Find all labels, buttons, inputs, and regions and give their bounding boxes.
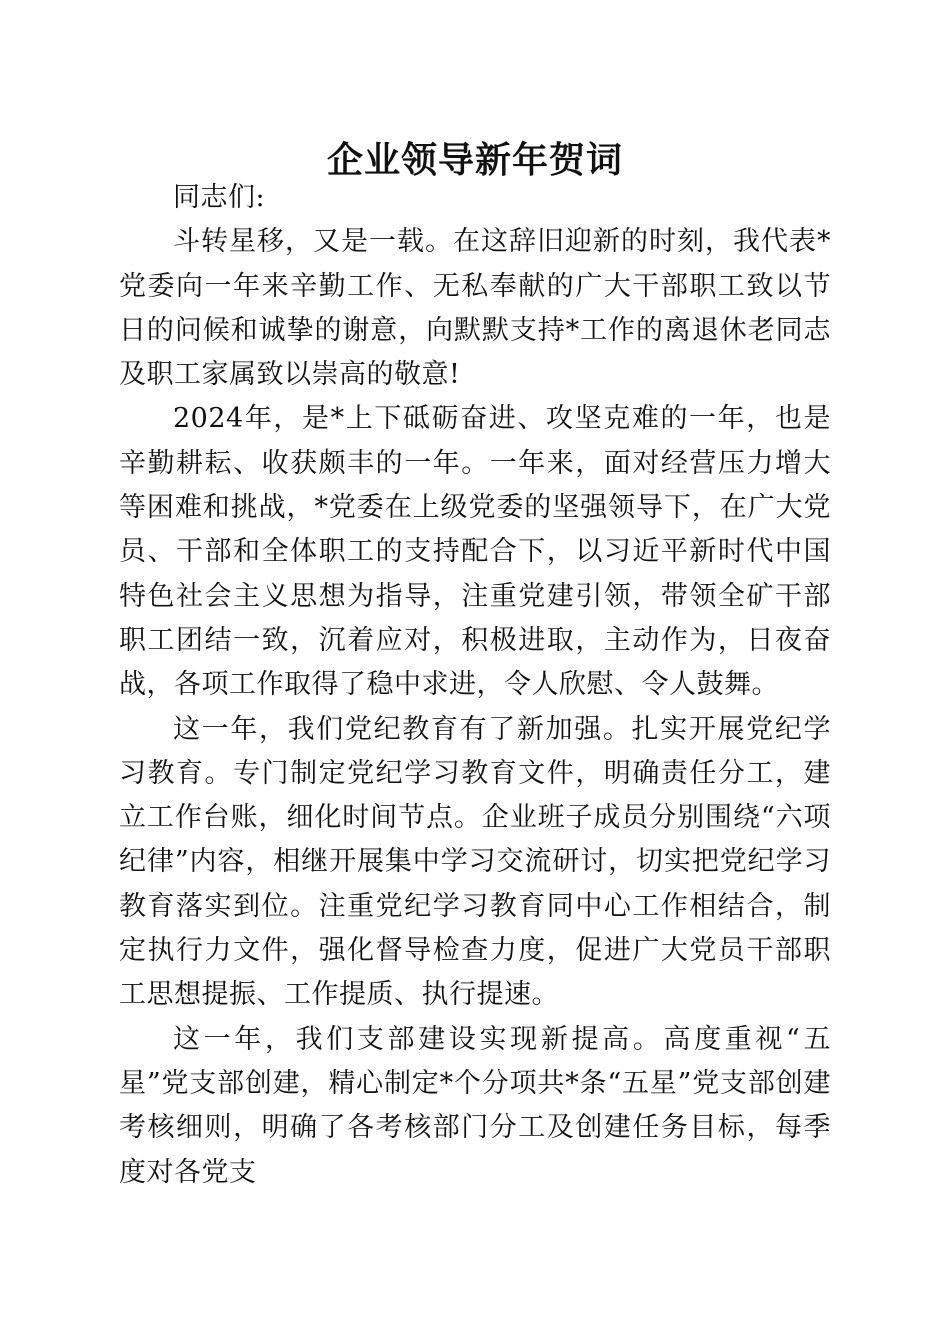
paragraph-year-review: 2024年，是*上下砥砺奋进、攻坚克难的一年，也是辛勤耕耘、收获颇丰的一年。一年来，面对经营压力增大等困难和挑战，*党委在上级党委的坚强领导下，在广大党员、干部和全体职工的支持配合下，以习近平新时代中国特色社会主义思想为指导，注重党建引领，带领全矿干部职工团结一致，沉着应对，积极进取，主动作为，日夜奋战，各项工作取得了稳中求进，令人欣慰、令人鼓舞。 [119,403,831,701]
document-title: 企业领导新年贺词 [326,139,623,181]
paragraph-greeting: 斗转星移，又是一载。在这辞旧迎新的时刻，我代表*党委向一年来辛勤工作、无私奉献的广大干部职工致以节日的问候和诚挚的谢意，向默默支持*工作的离退休老同志及职工家属致以崇高的敬意! [119,226,831,391]
paragraph-discipline-education: 这一年，我们党纪教育有了新加强。扎实开展党纪学习教育。专门制定党纪学习教育文件，明确责任分工，建立工作台账，细化时间节点。企业班子成员分别围绕“六项纪律”内容，相继开展集中学习交流研讨，切实把党纪学习教育落实到位。注重党纪学习教育同中心工作相结合，制定执行力文件，强化督导检查力度，促进广大党员干部职工思想提振、工作提质、执行提速。 [119,713,831,1011]
paragraph-branch-construction: 这一年，我们支部建设实现新提高。高度重视“五星”党支部创建，精心制定*个分项共*条“五星”党支部创建考核细则，明确了各考核部门分工及创建任务目标，每季度对各党支 [119,1023,831,1188]
salutation: 同志们: [173,182,266,213]
document-body [119,176,831,1195]
